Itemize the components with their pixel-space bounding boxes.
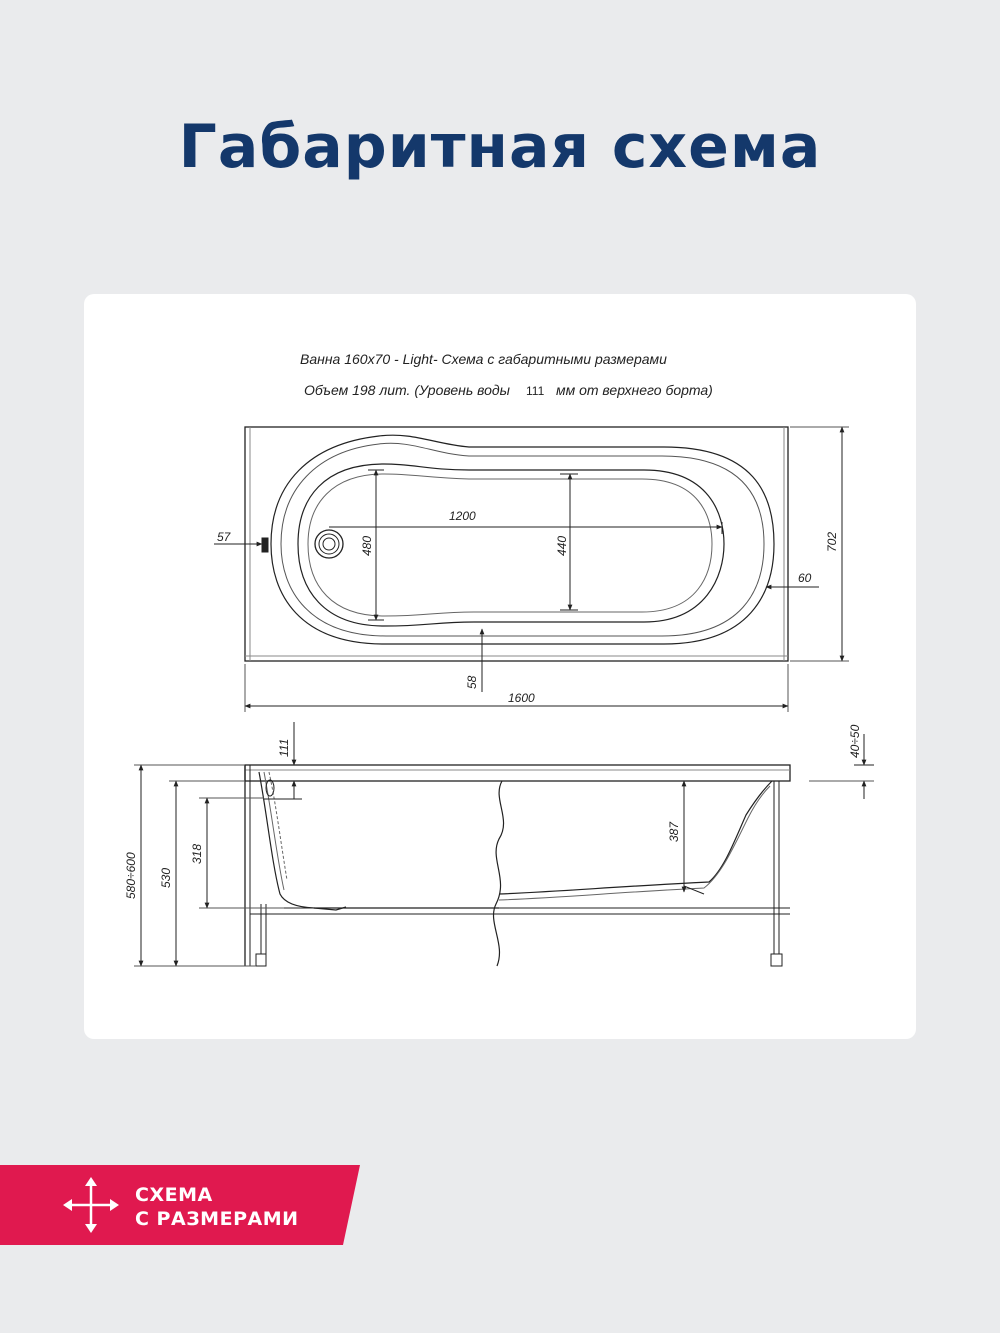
- side-rim: [245, 765, 790, 781]
- bowl-outline: [271, 435, 774, 644]
- scheme-badge: [0, 1165, 360, 1245]
- dim-387: 387: [667, 821, 681, 842]
- dim-1600: 1600: [508, 691, 535, 705]
- badge-line2: С РАЗМЕРАМИ: [135, 1208, 299, 1230]
- dim-1200: 1200: [449, 509, 476, 523]
- outer-rim: [245, 427, 788, 661]
- break-line: [494, 781, 504, 966]
- right-foot: [771, 954, 782, 966]
- page-title: Габаритная схема: [178, 112, 822, 182]
- caption-line2-suffix: мм от верхнего борта): [556, 382, 713, 398]
- dim-318: 318: [190, 843, 204, 864]
- left-foot: [256, 954, 266, 966]
- caption-line2-prefix: Объем 198 лит. (Уровень воды: [304, 382, 510, 398]
- diagram-card: [84, 294, 916, 1039]
- dim-60: 60: [798, 571, 812, 585]
- overflow-icon: [262, 538, 268, 552]
- dim-580-600: 580÷600: [124, 852, 138, 899]
- top-view: [214, 427, 849, 712]
- dim-57: 57: [217, 530, 231, 544]
- dim-530: 530: [159, 867, 173, 888]
- dim-40-50: 40÷50: [848, 724, 862, 758]
- dim-111: 111: [277, 738, 291, 757]
- dim-480: 480: [360, 535, 374, 556]
- dim-702: 702: [825, 531, 839, 552]
- dim-58: 58: [465, 675, 479, 689]
- dim-440: 440: [555, 535, 569, 556]
- dimension-drawing: [84, 294, 916, 1039]
- badge-line1: СХЕМА: [135, 1184, 213, 1206]
- caption-line1: Ванна 160x70 - Light- Схема с габаритными размерами: [300, 351, 667, 367]
- side-view: [124, 722, 874, 966]
- caption-water-level: 111: [526, 384, 545, 398]
